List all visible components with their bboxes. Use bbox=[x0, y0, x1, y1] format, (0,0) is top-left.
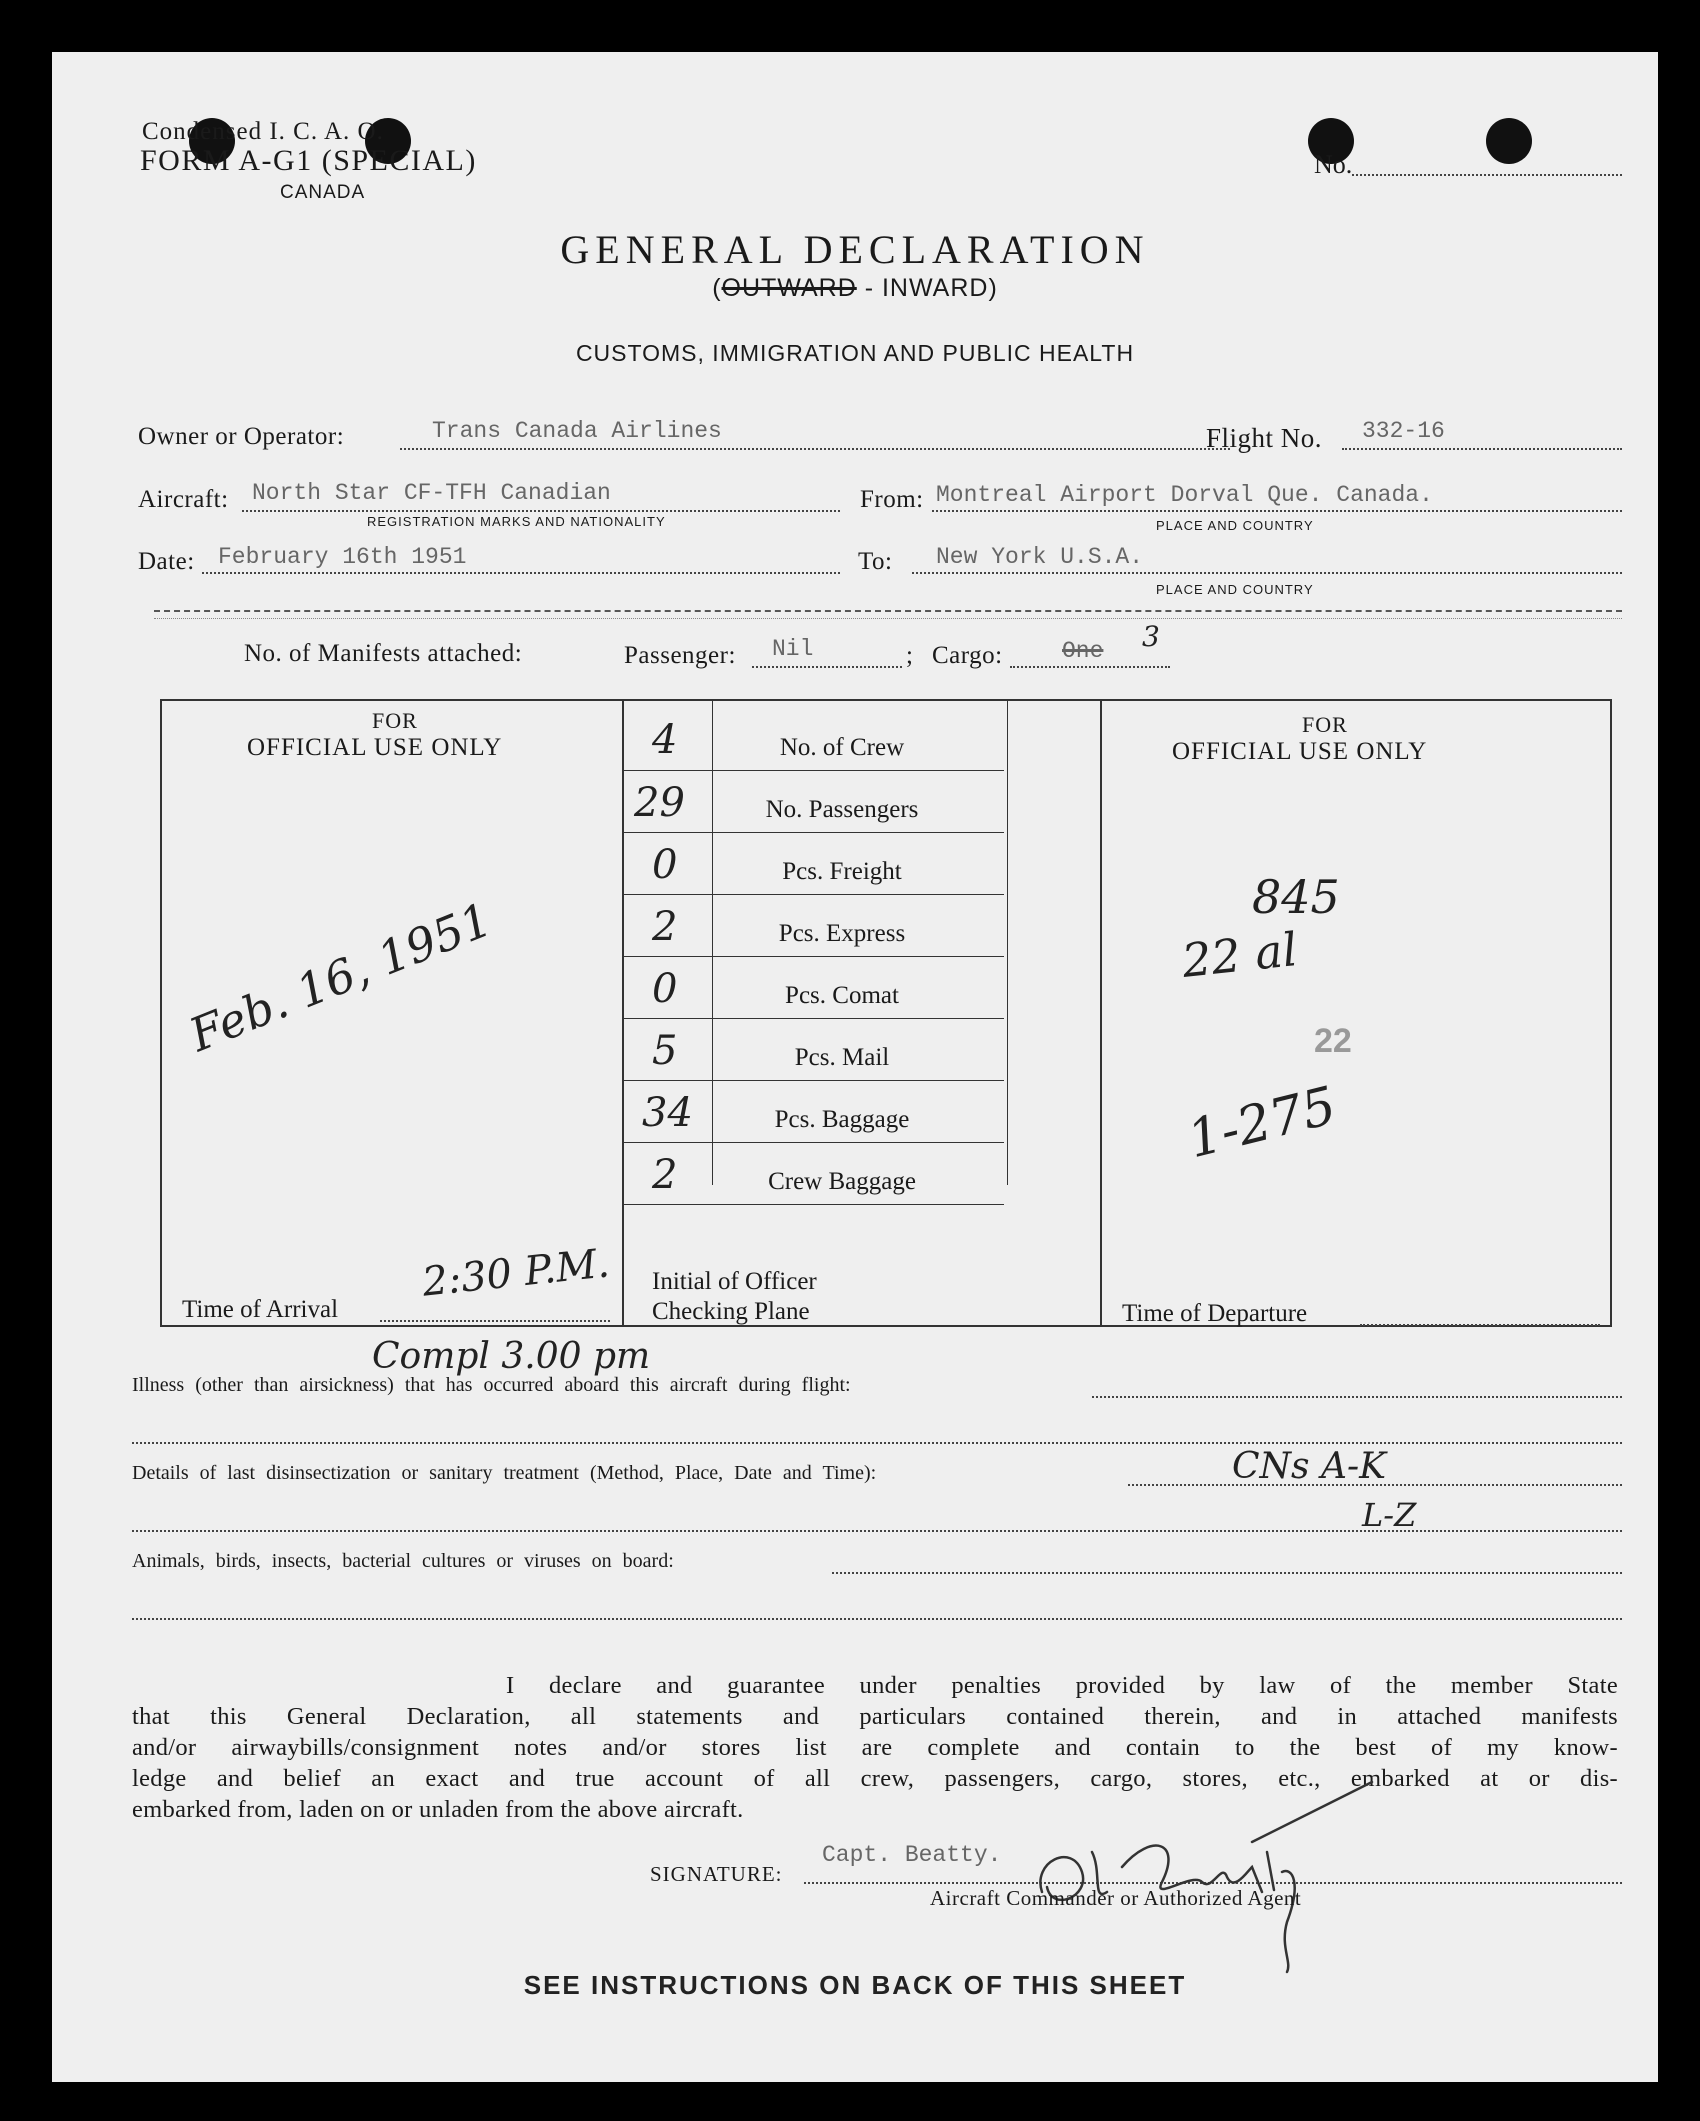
declaration-sheet bbox=[52, 52, 1658, 2082]
page-title: GENERAL DECLARATION bbox=[560, 227, 1150, 272]
flight-line bbox=[1342, 448, 1622, 450]
cargo-manifest-line bbox=[1010, 666, 1170, 668]
date-value: February 16th 1951 bbox=[218, 544, 467, 570]
from-label: From: bbox=[860, 486, 924, 513]
to-label: To: bbox=[858, 548, 893, 575]
form-number-label: No. bbox=[1314, 150, 1353, 179]
row-value-crew: 4 bbox=[652, 717, 678, 763]
left-for-label: FOR bbox=[372, 708, 418, 733]
disinsect-label: Details of last disinsectization or sanitary treatment (Method, Place, Date and Time): bbox=[132, 1462, 877, 1484]
declaration-line4: ledge and belief an exact and true account of all crew, passengers, cargo, stores, etc., embarked at or dis- bbox=[132, 1765, 1618, 1792]
passenger-manifest-value: Nil bbox=[772, 636, 814, 662]
page-subtitle: CUSTOMS, IMMIGRATION AND PUBLIC HEALTH bbox=[575, 340, 1135, 366]
owner-value: Trans Canada Airlines bbox=[432, 418, 722, 444]
passenger-manifest-line bbox=[752, 666, 902, 668]
row-value-mail: 5 bbox=[652, 1028, 678, 1074]
declaration-line1: I declare and guarantee under penalties provided by law of the member State bbox=[506, 1672, 1618, 1699]
illness-line-2 bbox=[132, 1442, 1622, 1444]
departure-label: Time of Departure bbox=[1122, 1300, 1308, 1327]
aircraft-line bbox=[242, 510, 840, 512]
from-line bbox=[932, 510, 1622, 512]
departure-line bbox=[1360, 1324, 1600, 1326]
box-divider bbox=[622, 699, 624, 1327]
direction-open: ( bbox=[712, 274, 722, 302]
form-number-line bbox=[1352, 174, 1622, 176]
date-line bbox=[202, 572, 840, 574]
declaration-line5: embarked from, laden on or unladen from the above aircraft. bbox=[132, 1796, 744, 1823]
left-note-date: Feb. 16, 1951 bbox=[182, 892, 500, 1063]
animals-line-2 bbox=[132, 1618, 1622, 1620]
aircraft-value: North Star CF-TFH Canadian bbox=[252, 480, 611, 506]
signature-caption: Aircraft Commander or Authorized Agent bbox=[930, 1886, 1302, 1910]
row-label-express: Pcs. Express bbox=[778, 920, 906, 947]
row-value-crew-baggage: 2 bbox=[652, 1152, 678, 1198]
arrival-line bbox=[380, 1320, 610, 1322]
row-label-passengers: No. Passengers bbox=[765, 796, 919, 823]
from-value: Montreal Airport Dorval Que. Canada. bbox=[936, 482, 1433, 508]
aircraft-caption: REGISTRATION MARKS AND NATIONALITY bbox=[367, 514, 666, 529]
owner-line bbox=[400, 448, 1230, 450]
flight-label: Flight No. bbox=[1206, 423, 1323, 453]
manifests-label: No. of Manifests attached: bbox=[244, 640, 523, 667]
arrival-label: Time of Arrival bbox=[182, 1296, 339, 1323]
inward-label: - INWARD) bbox=[864, 274, 998, 302]
form-id-line2: FORM A-G1 (SPECIAL) bbox=[140, 144, 477, 177]
right-official-label: OFFICIAL USE ONLY bbox=[1172, 738, 1428, 765]
right-for-label: FOR bbox=[1302, 712, 1348, 737]
flight-value: 332-16 bbox=[1362, 418, 1445, 444]
declaration-line2: that this General Declaration, all statements and particulars contained therein, and in attached manifests bbox=[132, 1703, 1618, 1730]
row-value-express: 2 bbox=[652, 904, 678, 950]
row-value-freight: 0 bbox=[652, 842, 678, 888]
row-rule bbox=[624, 1018, 1004, 1019]
animals-line bbox=[832, 1572, 1622, 1574]
disinsect-note-2: L-Z bbox=[1362, 1496, 1417, 1534]
initial-label-2: Checking Plane bbox=[652, 1298, 810, 1325]
row-label-crew-baggage: Crew Baggage bbox=[768, 1168, 916, 1195]
row-label-mail: Pcs. Mail bbox=[794, 1044, 890, 1071]
box-divider bbox=[1007, 699, 1008, 1185]
form-id-line3: CANADA bbox=[280, 182, 366, 203]
section-divider bbox=[154, 618, 1622, 619]
row-rule bbox=[624, 1080, 1004, 1081]
handwritten-signature bbox=[1012, 1772, 1392, 1982]
disinsect-note-1: CNs A-K bbox=[1232, 1446, 1387, 1487]
manifest-separator: ; bbox=[906, 642, 914, 669]
row-label-crew: No. of Crew bbox=[779, 734, 905, 761]
right-note-1: 845 bbox=[1252, 870, 1340, 924]
initial-label-1: Initial of Officer bbox=[652, 1268, 817, 1295]
cargo-manifest-value: 3 bbox=[1142, 620, 1160, 653]
owner-label: Owner or Operator: bbox=[138, 423, 345, 450]
footer-instructions: SEE INSTRUCTIONS ON BACK OF THIS SHEET bbox=[523, 1970, 1187, 2000]
box-divider bbox=[1100, 699, 1102, 1327]
right-note-2: 22 al bbox=[1179, 922, 1300, 988]
row-label-comat: Pcs. Comat bbox=[785, 982, 899, 1009]
illness-note: Compl 3.00 pm bbox=[372, 1336, 651, 1377]
cargo-manifest-struck: One bbox=[1062, 638, 1104, 664]
illness-line bbox=[1092, 1396, 1622, 1398]
date-label: Date: bbox=[138, 548, 195, 575]
punch-hole bbox=[1486, 118, 1532, 164]
left-official-label: OFFICIAL USE ONLY bbox=[247, 734, 503, 761]
row-value-baggage: 34 bbox=[642, 1090, 693, 1136]
row-label-baggage: Pcs. Baggage bbox=[774, 1106, 910, 1133]
official-box bbox=[160, 699, 1612, 1327]
row-label-freight: Pcs. Freight bbox=[782, 858, 902, 885]
from-caption: PLACE AND COUNTRY bbox=[1156, 518, 1314, 533]
signature-label: SIGNATURE: bbox=[650, 1862, 783, 1886]
direction-line bbox=[52, 274, 1658, 303]
to-line bbox=[912, 572, 1622, 574]
declaration-line3: and/or airwaybills/consignment notes and/or stores list are complete and contain to the best of my know- bbox=[132, 1734, 1618, 1761]
cargo-manifest-label: Cargo: bbox=[932, 642, 1003, 669]
row-rule bbox=[624, 1142, 1004, 1143]
illness-label: Illness (other than airsickness) that has occurred aboard this aircraft during flight: bbox=[132, 1374, 851, 1396]
row-value-comat: 0 bbox=[652, 966, 678, 1012]
form-id-line1: Condensed I. C. A. O. bbox=[142, 118, 384, 145]
passenger-manifest-label: Passenger: bbox=[624, 642, 736, 669]
to-caption: PLACE AND COUNTRY bbox=[1156, 582, 1314, 597]
row-value-passengers: 29 bbox=[634, 780, 685, 826]
row-rule bbox=[624, 832, 1004, 833]
row-rule bbox=[624, 1204, 1004, 1205]
outward-struck: OUTWARD bbox=[721, 274, 857, 302]
signature-typed: Capt. Beatty. bbox=[822, 1842, 1002, 1868]
row-rule bbox=[624, 894, 1004, 895]
section-divider bbox=[154, 610, 1622, 612]
right-note-3: 22 bbox=[1314, 1022, 1352, 1060]
row-rule bbox=[624, 956, 1004, 957]
to-value: New York U.S.A. bbox=[936, 544, 1144, 570]
animals-label: Animals, birds, insects, bacterial cultures or viruses on board: bbox=[132, 1550, 674, 1572]
row-rule bbox=[624, 770, 1004, 771]
right-note-4: 1-275 bbox=[1182, 1075, 1342, 1171]
aircraft-label: Aircraft: bbox=[138, 486, 229, 513]
arrival-value: 2:30 P.M. bbox=[420, 1240, 612, 1306]
